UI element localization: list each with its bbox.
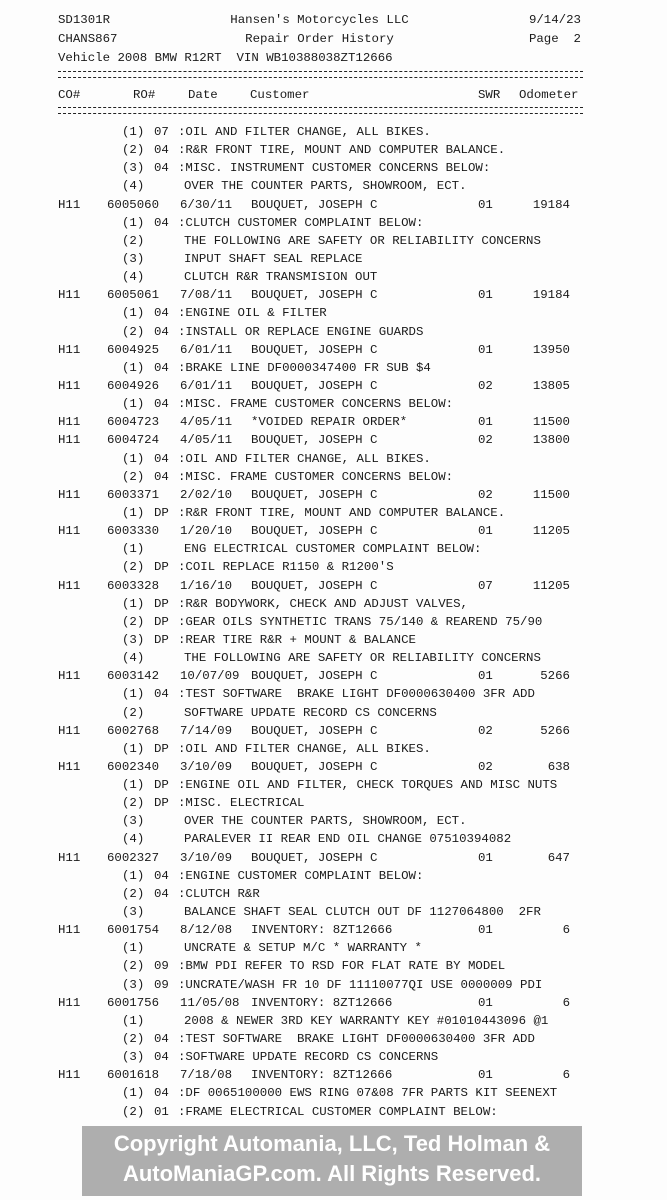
order-date: 7/18/08 <box>180 1068 233 1083</box>
job-description: CLUTCH R&R TRANSMISION OUT <box>184 270 378 285</box>
labor-code: 09 <box>154 977 169 992</box>
job-description: :CLUTCH CUSTOMER COMPLAINT BELOW: <box>178 215 424 230</box>
customer-name: BOUQUET, JOSEPH C <box>251 342 378 357</box>
line-number: (3) <box>122 251 145 266</box>
ro-number: 6002768 <box>107 723 160 738</box>
job-line-row <box>0 613 667 631</box>
job-line-row <box>0 468 667 486</box>
labor-code: 04 <box>154 215 169 230</box>
order-row <box>0 413 667 431</box>
job-line-row <box>0 957 667 975</box>
line-number: (2) <box>122 796 145 811</box>
job-line-row <box>0 214 667 232</box>
customer-name: *VOIDED REPAIR ORDER* <box>251 415 408 430</box>
swr-code: 02 <box>478 433 493 448</box>
swr-code: 01 <box>478 524 493 539</box>
line-number: (1) <box>122 306 145 321</box>
line-number: (2) <box>122 959 145 974</box>
co-number: H11 <box>58 197 81 212</box>
labor-code: DP <box>154 778 169 793</box>
line-number: (4) <box>122 270 145 285</box>
order-date: 6/01/11 <box>180 378 233 393</box>
ro-number: 6003371 <box>107 487 160 502</box>
customer-name: BOUQUET, JOSEPH C <box>251 669 378 684</box>
line-number: (1) <box>122 1086 145 1101</box>
odometer-reading: 638 <box>547 759 570 774</box>
odometer-reading: 13950 <box>532 342 570 357</box>
job-description: :R&R FRONT TIRE, MOUNT AND COMPUTER BALANCE. <box>178 505 506 520</box>
job-line-row <box>0 232 667 250</box>
order-date: 7/08/11 <box>180 288 233 303</box>
job-description: :OIL AND FILTER CHANGE, ALL BIKES. <box>178 741 431 756</box>
odometer-reading: 647 <box>547 850 570 865</box>
labor-code: 04 <box>154 451 169 466</box>
order-row <box>0 286 667 304</box>
line-number: (1) <box>122 215 145 230</box>
order-date: 4/05/11 <box>180 433 233 448</box>
labor-code: DP <box>154 614 169 629</box>
order-row <box>0 522 667 540</box>
job-line-row <box>0 976 667 994</box>
job-line-row <box>0 359 667 377</box>
labor-code: DP <box>154 560 169 575</box>
column-header-date: Date <box>188 88 218 102</box>
labor-code: DP <box>154 796 169 811</box>
company-name: Hansen's Motorcycles LLC <box>230 13 409 27</box>
column-header-odometer: Odometer <box>519 88 579 102</box>
ro-number: 6005060 <box>107 197 160 212</box>
job-description: :OIL AND FILTER CHANGE, ALL BIKES. <box>178 451 431 466</box>
odometer-reading: 19184 <box>532 288 570 303</box>
odometer-reading: 6 <box>562 1068 570 1083</box>
odometer-reading: 11500 <box>532 487 570 502</box>
job-description: :FRAME ELECTRICAL CUSTOMER COMPLAINT BELOW: <box>178 1104 498 1119</box>
customer-name: BOUQUET, JOSEPH C <box>251 197 378 212</box>
customer-name: BOUQUET, JOSEPH C <box>251 759 378 774</box>
labor-code: 04 <box>154 886 169 901</box>
swr-code: 01 <box>478 669 493 684</box>
line-number: (2) <box>122 886 145 901</box>
job-line-row <box>0 1012 667 1030</box>
job-description: :R&R FRONT TIRE, MOUNT AND COMPUTER BALANCE. <box>178 143 506 158</box>
user-id: CHANS867 <box>58 32 118 46</box>
swr-code: 01 <box>478 850 493 865</box>
job-description: :SOFTWARE UPDATE RECORD CS CONCERNS <box>178 1050 439 1065</box>
job-description: THE FOLLOWING ARE SAFETY OR RELIABILITY CONCERNS <box>184 651 541 666</box>
job-description: :TEST SOFTWARE BRAKE LIGHT DF0000630400 3FR ADD <box>178 1032 535 1047</box>
ro-number: 6004723 <box>107 415 160 430</box>
job-description: PARALEVER II REAR END OIL CHANGE 07510394082 <box>184 832 512 847</box>
order-row <box>0 994 667 1012</box>
line-number: (2) <box>122 1032 145 1047</box>
customer-name: BOUQUET, JOSEPH C <box>251 524 378 539</box>
line-number: (1) <box>122 397 145 412</box>
co-number: H11 <box>58 850 81 865</box>
job-line-row <box>0 631 667 649</box>
job-line-row <box>0 450 667 468</box>
vehicle-info: Vehicle 2008 BMW R12RT VIN WB10388038ZT12666 <box>58 51 393 65</box>
job-description: :ENGINE CUSTOMER COMPLAINT BELOW: <box>178 868 424 883</box>
swr-code: 01 <box>478 923 493 938</box>
job-line-row <box>0 123 667 141</box>
job-line-row <box>0 1084 667 1102</box>
line-number: (1) <box>122 505 145 520</box>
page-number: Page 2 <box>528 32 581 46</box>
customer-name: BOUQUET, JOSEPH C <box>251 723 378 738</box>
order-row <box>0 431 667 449</box>
order-date: 1/20/10 <box>180 524 233 539</box>
line-number: (1) <box>122 542 145 557</box>
labor-code: 04 <box>154 868 169 883</box>
co-number: H11 <box>58 923 81 938</box>
line-number: (1) <box>122 941 145 956</box>
header-line-3 <box>58 51 581 66</box>
job-line-row <box>0 885 667 903</box>
job-description: THE FOLLOWING ARE SAFETY OR RELIABILITY CONCERNS <box>184 233 541 248</box>
watermark-line-1: Copyright Automania, LLC, Ted Holman & <box>113 1131 551 1156</box>
order-row <box>0 1066 667 1084</box>
co-number: H11 <box>58 378 81 393</box>
copyright-watermark <box>82 1126 582 1196</box>
line-number: (2) <box>122 143 145 158</box>
job-line-row <box>0 794 667 812</box>
ro-number: 6003142 <box>107 669 160 684</box>
customer-name: INVENTORY: 8ZT12666 <box>251 1068 393 1083</box>
order-row <box>0 921 667 939</box>
job-description: :MISC. ELECTRICAL <box>178 796 305 811</box>
swr-code: 01 <box>478 342 493 357</box>
job-line-row <box>0 649 667 667</box>
odometer-reading: 19184 <box>532 197 570 212</box>
co-number: H11 <box>58 669 81 684</box>
column-header-customer: Customer <box>250 88 310 102</box>
order-date: 6/30/11 <box>180 197 233 212</box>
odometer-reading: 11205 <box>532 578 570 593</box>
line-number: (1) <box>122 778 145 793</box>
customer-name: BOUQUET, JOSEPH C <box>251 288 378 303</box>
order-date: 10/07/09 <box>180 669 240 684</box>
labor-code: 04 <box>154 687 169 702</box>
job-line-row <box>0 1048 667 1066</box>
swr-code: 02 <box>478 759 493 774</box>
line-number: (1) <box>122 125 145 139</box>
order-date: 11/05/08 <box>180 995 240 1010</box>
ro-number: 6004926 <box>107 378 160 393</box>
job-line-row <box>0 685 667 703</box>
labor-code: 09 <box>154 959 169 974</box>
line-number: (1) <box>122 687 145 702</box>
job-description: UNCRATE & SETUP M/C * WARRANTY * <box>184 941 422 956</box>
customer-name: BOUQUET, JOSEPH C <box>251 578 378 593</box>
order-row <box>0 722 667 740</box>
swr-code: 01 <box>478 995 493 1010</box>
line-number: (3) <box>122 1050 145 1065</box>
odometer-reading: 13800 <box>532 433 570 448</box>
column-header-ro: RO# <box>133 88 156 102</box>
order-row <box>0 196 667 214</box>
order-row <box>0 849 667 867</box>
order-row <box>0 577 667 595</box>
job-description: :TEST SOFTWARE BRAKE LIGHT DF0000630400 3FR ADD <box>178 687 535 702</box>
labor-code: 04 <box>154 1050 169 1065</box>
co-number: H11 <box>58 487 81 502</box>
job-line-row <box>0 867 667 885</box>
labor-code: 04 <box>154 1032 169 1047</box>
job-description: BALANCE SHAFT SEAL CLUTCH OUT DF 1127064800 2FR <box>184 905 541 920</box>
job-line-row <box>0 776 667 794</box>
column-divider <box>58 107 583 114</box>
job-line-row <box>0 704 667 722</box>
order-row <box>0 667 667 685</box>
labor-code: 04 <box>154 161 169 176</box>
job-line-row <box>0 903 667 921</box>
job-description: ENG ELECTRICAL CUSTOMER COMPLAINT BELOW: <box>184 542 482 557</box>
order-date: 8/12/08 <box>180 923 233 938</box>
order-date: 3/10/09 <box>180 850 233 865</box>
line-number: (2) <box>122 614 145 629</box>
job-description: :DF 0065100000 EWS RING 07&08 7FR PARTS KIT SEENEXT <box>178 1086 558 1101</box>
swr-code: 01 <box>478 415 493 430</box>
line-number: (3) <box>122 632 145 647</box>
job-line-row <box>0 395 667 413</box>
swr-code: 01 <box>478 197 493 212</box>
line-number: (1) <box>122 868 145 883</box>
co-number: H11 <box>58 723 81 738</box>
job-line-row <box>0 323 667 341</box>
job-description: :BRAKE LINE DF0000347400 FR SUB $4 <box>178 360 431 375</box>
job-description: :MISC. INSTRUMENT CUSTOMER CONCERNS BELOW: <box>178 161 491 176</box>
ro-number: 6002327 <box>107 850 160 865</box>
line-number: (1) <box>122 451 145 466</box>
job-line-row <box>0 812 667 830</box>
co-number: H11 <box>58 578 81 593</box>
line-number: (1) <box>122 741 145 756</box>
job-description: :REAR TIRE R&R + MOUNT & BALANCE <box>178 632 416 647</box>
watermark-line-2: AutoManiaGP.com. All Rights Reserved. <box>122 1161 542 1186</box>
line-number: (4) <box>122 651 145 666</box>
line-number: (2) <box>122 233 145 248</box>
odometer-reading: 5266 <box>540 669 570 684</box>
job-description: :ENGINE OIL AND FILTER, CHECK TORQUES AND MISC NUTS <box>178 778 558 793</box>
swr-code: 07 <box>478 578 493 593</box>
ro-number: 6003330 <box>107 524 160 539</box>
job-line-row <box>0 504 667 522</box>
co-number: H11 <box>58 524 81 539</box>
job-description: :CLUTCH R&R <box>178 886 260 901</box>
odometer-reading: 6 <box>562 995 570 1010</box>
job-description: OVER THE COUNTER PARTS, SHOWROOM, ECT. <box>184 179 467 194</box>
line-number: (1) <box>122 596 145 611</box>
job-line-row <box>0 939 667 957</box>
order-row <box>0 341 667 359</box>
line-number: (2) <box>122 469 145 484</box>
line-number: (4) <box>122 832 145 847</box>
swr-code: 01 <box>478 1068 493 1083</box>
ro-number: 6001754 <box>107 923 160 938</box>
labor-code: 04 <box>154 324 169 339</box>
line-number: (3) <box>122 161 145 176</box>
job-line-row <box>0 268 667 286</box>
customer-name: BOUQUET, JOSEPH C <box>251 378 378 393</box>
job-description: :MISC. FRAME CUSTOMER CONCERNS BELOW: <box>178 469 454 484</box>
job-line-row <box>0 159 667 177</box>
swr-code: 01 <box>478 288 493 303</box>
order-date: 6/01/11 <box>180 342 233 357</box>
co-number: H11 <box>58 415 81 430</box>
co-number: H11 <box>58 995 81 1010</box>
labor-code: 04 <box>154 397 169 412</box>
odometer-reading: 13805 <box>532 378 570 393</box>
line-number: (3) <box>122 814 145 829</box>
line-number: (3) <box>122 977 145 992</box>
line-number: (2) <box>122 705 145 720</box>
ro-number: 6004724 <box>107 433 160 448</box>
job-line-row <box>0 740 667 758</box>
customer-name: BOUQUET, JOSEPH C <box>251 487 378 502</box>
ro-number: 6001618 <box>107 1068 160 1083</box>
job-description: :OIL AND FILTER CHANGE, ALL BIKES. <box>178 125 431 139</box>
labor-code: DP <box>154 632 169 647</box>
order-row <box>0 758 667 776</box>
job-description: INPUT SHAFT SEAL REPLACE <box>184 251 363 266</box>
labor-code: 04 <box>154 469 169 484</box>
job-description: :UNCRATE/WASH FR 10 DF 11110077QI USE 0000009 PDI <box>178 977 543 992</box>
job-description: SOFTWARE UPDATE RECORD CS CONCERNS <box>184 705 437 720</box>
job-line-row <box>0 558 667 576</box>
repair-order-list <box>0 123 667 1121</box>
line-number: (3) <box>122 905 145 920</box>
labor-code: 04 <box>154 360 169 375</box>
job-line-row <box>0 595 667 613</box>
header-line-2 <box>58 32 581 47</box>
line-number: (1) <box>122 360 145 375</box>
swr-code: 02 <box>478 378 493 393</box>
labor-code: 04 <box>154 143 169 158</box>
order-date: 3/10/09 <box>180 759 233 774</box>
job-line-row <box>0 250 667 268</box>
job-line-row <box>0 141 667 159</box>
job-description: :INSTALL OR REPLACE ENGINE GUARDS <box>178 324 424 339</box>
labor-code: DP <box>154 741 169 756</box>
job-description: :BMW PDI REFER TO RSD FOR FLAT RATE BY MODEL <box>178 959 506 974</box>
order-row <box>0 377 667 395</box>
job-description: :R&R BODYWORK, CHECK AND ADJUST VALVES, <box>178 596 468 611</box>
order-date: 4/05/11 <box>180 415 233 430</box>
job-description: :GEAR OILS SYNTHETIC TRANS 75/140 & REAREND 75/90 <box>178 614 543 629</box>
line-number: (1) <box>122 1013 145 1028</box>
co-number: H11 <box>58 1068 81 1083</box>
job-line-row <box>0 304 667 322</box>
report-id: SD1301R <box>58 13 111 27</box>
column-header-swr: SWR <box>478 88 501 102</box>
line-number: (2) <box>122 324 145 339</box>
labor-code: DP <box>154 505 169 520</box>
job-line-row <box>0 540 667 558</box>
labor-code: 04 <box>154 306 169 321</box>
co-number: H11 <box>58 759 81 774</box>
labor-code: DP <box>154 596 169 611</box>
ro-number: 6002340 <box>107 759 160 774</box>
ro-number: 6003328 <box>107 578 160 593</box>
report-date: 9/14/23 <box>528 13 581 27</box>
odometer-reading: 11500 <box>532 415 570 430</box>
column-header-co: CO# <box>58 88 81 102</box>
labor-code: 07 <box>154 125 169 139</box>
report-title: Repair Order History <box>245 32 394 46</box>
co-number: H11 <box>58 433 81 448</box>
job-description: :MISC. FRAME CUSTOMER CONCERNS BELOW: <box>178 397 454 412</box>
order-date: 1/16/10 <box>180 578 233 593</box>
labor-code: 01 <box>154 1104 169 1119</box>
ro-number: 6001756 <box>107 995 160 1010</box>
job-line-row <box>0 1030 667 1048</box>
job-description: OVER THE COUNTER PARTS, SHOWROOM, ECT. <box>184 814 467 829</box>
line-number: (2) <box>122 1104 145 1119</box>
swr-code: 02 <box>478 487 493 502</box>
customer-name: BOUQUET, JOSEPH C <box>251 850 378 865</box>
swr-code: 02 <box>478 723 493 738</box>
order-date: 2/02/10 <box>180 487 233 502</box>
line-number: (2) <box>122 560 145 575</box>
header-line-1 <box>58 13 581 28</box>
order-row <box>0 486 667 504</box>
job-description: :ENGINE OIL & FILTER <box>178 306 327 321</box>
order-date: 7/14/09 <box>180 723 233 738</box>
odometer-reading: 5266 <box>540 723 570 738</box>
ro-number: 6005061 <box>107 288 160 303</box>
job-description: 2008 & NEWER 3RD KEY WARRANTY KEY #01010443096 @1 <box>184 1013 549 1028</box>
job-line-row <box>0 830 667 848</box>
ro-number: 6004925 <box>107 342 160 357</box>
customer-name: INVENTORY: 8ZT12666 <box>251 995 393 1010</box>
customer-name: BOUQUET, JOSEPH C <box>251 433 378 448</box>
line-number: (4) <box>122 179 145 194</box>
job-line-row <box>0 177 667 195</box>
odometer-reading: 6 <box>562 923 570 938</box>
labor-code: 04 <box>154 1086 169 1101</box>
job-description: :COIL REPLACE R1150 & R1200'S <box>178 560 394 575</box>
header-divider <box>58 71 583 78</box>
odometer-reading: 11205 <box>532 524 570 539</box>
co-number: H11 <box>58 342 81 357</box>
job-line-row <box>0 1103 667 1121</box>
co-number: H11 <box>58 288 81 303</box>
customer-name: INVENTORY: 8ZT12666 <box>251 923 393 938</box>
